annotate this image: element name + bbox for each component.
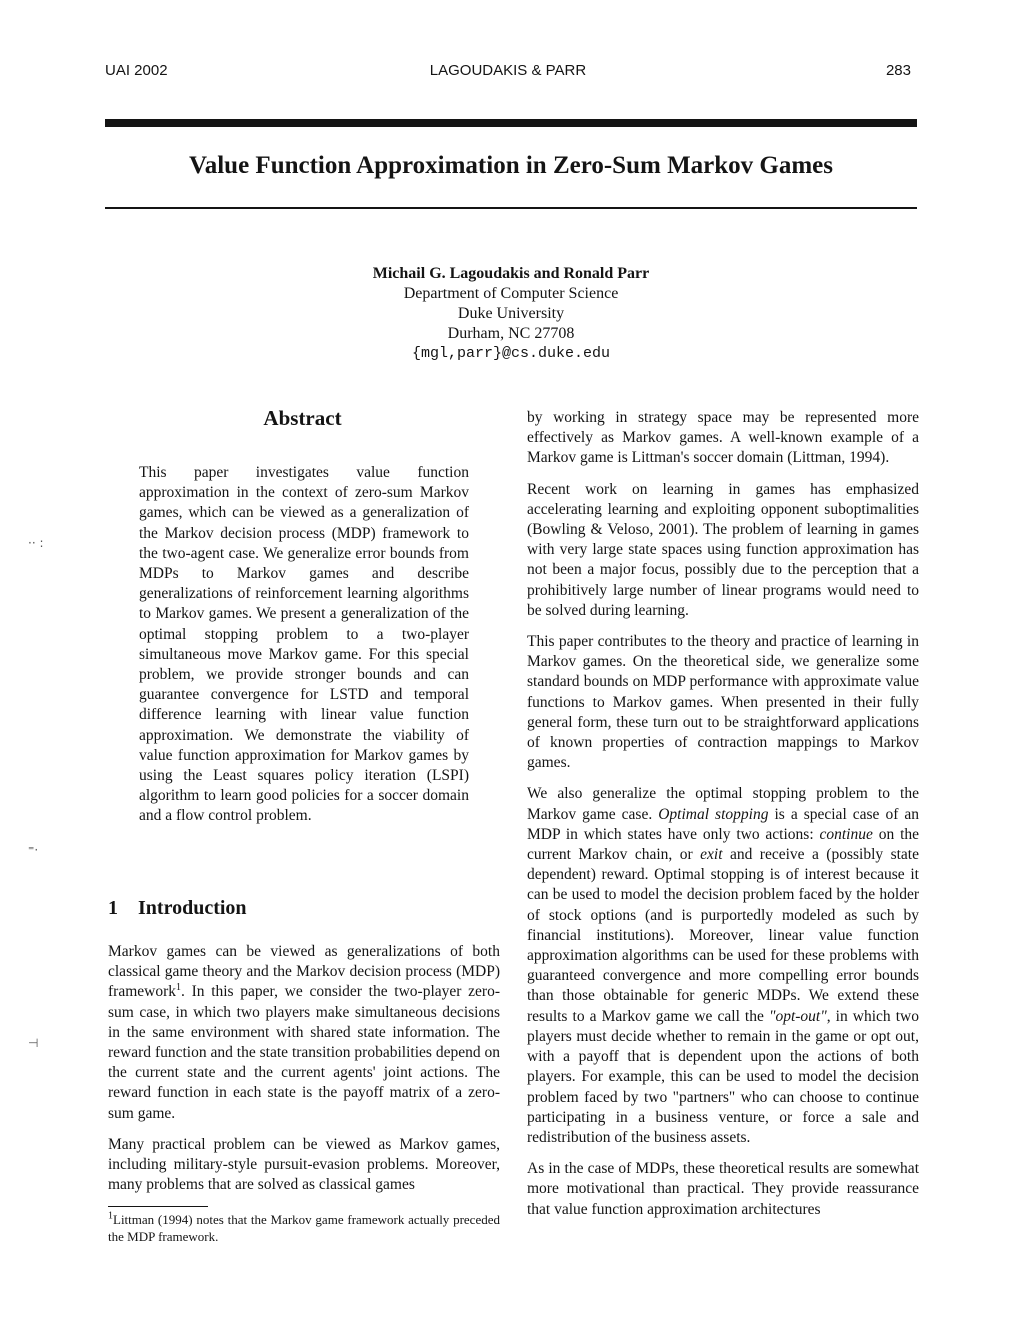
header-page-number: 283 — [885, 62, 911, 79]
author-email: {mgl,parr}@cs.duke.edu — [411, 345, 611, 362]
paragraph-recent-work: Recent work on learning in games has emphasized accelerating learning and exploiting opponent suboptimalities (Bowling & Veloso, 2001). The problem of learning in games with very large state spaces using function approximation has not been a major focus, possibly due to the perception that a prohibitively large number of linear programs would need to be solved during learning. — [527, 480, 919, 619]
section-title: Introduction — [138, 897, 247, 919]
footnote — [108, 1211, 500, 1245]
margin-scan-mark: ⊣ — [28, 1036, 39, 1050]
paragraph-contributions: This paper contributes to the theory and practice of learning in Markov games. On the theoretical side, we generalize some standard bounds on MDP performance with approximate value functions to Markov games. When presented in their fully general form, these turn out to be straightforward applications of known properties of contraction mappings to Markov games. — [527, 633, 919, 772]
footnote-text: Littman (1994) notes that the Markov game framework actually preceded the MDP framework. — [108, 1212, 500, 1244]
author-department: Department of Computer Science — [403, 285, 619, 302]
intro-paragraph-1: Markov games can be viewed as generalizations of both classical game theory and the Markov decision process (MDP) framework$^1$. In this paper, we consider the two-player zero-sum case, in which two players make simultaneous decisions in the same environment with shared state information. The reward function and the state transition probabilities depend on the current state and the current agents' joint actions. The reward function in each state is the payoff matrix of a zero-sum game. — [108, 943, 500, 1122]
paper-title: Value Function Approximation in Zero-Sum Markov Games — [188, 152, 834, 179]
margin-scan-mark: ⁼· — [28, 843, 39, 857]
title-top-rule — [105, 119, 917, 127]
author-block — [105, 264, 917, 364]
left-column-body — [108, 942, 500, 1206]
header-authors: LAGOUDAKIS & PARR — [429, 62, 587, 79]
paragraph-mdps: As in the case of MDPs, these theoretical results are somewhat more motivational than practical. They provide reassurance that value function approximation architectures — [527, 1160, 919, 1218]
footnote-marker: 1 — [176, 982, 181, 994]
header-conference: UAI 2002 — [105, 62, 168, 79]
footnote-rule — [108, 1206, 208, 1207]
intro-paragraph-2: Many practical problem can be viewed as Markov games, including military-style pursuit-evasion problems. Moreover, many problems that are solved as classical games — [108, 1135, 500, 1194]
running-header — [105, 62, 911, 84]
author-location: Durham, NC 27708 — [447, 325, 575, 342]
margin-scan-mark: ·· : — [28, 536, 44, 550]
title-bottom-rule — [105, 207, 917, 209]
right-column-body — [527, 408, 919, 1231]
author-university: Duke University — [457, 305, 565, 322]
abstract-text: This paper investigates value function approximation in the context of zero-sum Markov games, which can be viewed as a generalization of the Markov decision process (MDP) framework to the two-agent case. We generalize error bounds from MDPs to Markov games and describe generalizations of reinforcement learning algorithms to Markov games. We present a generalization of the optimal stopping problem to a two-player simultaneous move Markov game. For this special problem, we provide stronger bounds and can guarantee convergence for LSTD and temporal difference learning with linear value function approximation. We demonstrate the viability of value function approximation for Markov games by using the Least squares policy iteration (LSPI) algorithm to learn good policies for a soccer domain and a flow control problem. — [139, 464, 469, 825]
footnote-number: 1 — [108, 1210, 113, 1222]
paragraph-optimal-stopping: We also generalize the optimal stopping problem to the Markov game case. Optimal stopping is a special case of an MDP in which states have only two actions: continue on the current Markov chain, or exit and receive a (possibly state dependent) reward. Optimal stopping is of interest because it can be used to model the decision problem faced by the holder of stock options (and is purportedly modeled as such by financial institutions). Moreover, linear value function approximation algorithms can be used for these problems with guaranteed convergence and more compelling error bounds than those obtainable for generic MDPs. We extend these results to a Markov game we call the "opt-out", in which two players must decide whether to remain in the game or opt out, with a payoff that is dependent upon the actions of both players. For example, this can be used to model the decision problem faced by two "partners" who can choose to continue participating in a business venture, or force a sale and redistribution of the business assets. — [527, 785, 920, 1146]
author-names: Michail G. Lagoudakis and Ronald Parr — [372, 265, 650, 282]
paragraph-continued: by working in strategy space may be represented more effectively as Markov games. A well-known example of a Markov game is Littman's soccer domain (Littman, 1994). — [527, 409, 919, 467]
section-heading-introduction — [108, 895, 500, 921]
section-number: 1 — [108, 897, 118, 919]
abstract-heading: Abstract — [263, 406, 342, 430]
